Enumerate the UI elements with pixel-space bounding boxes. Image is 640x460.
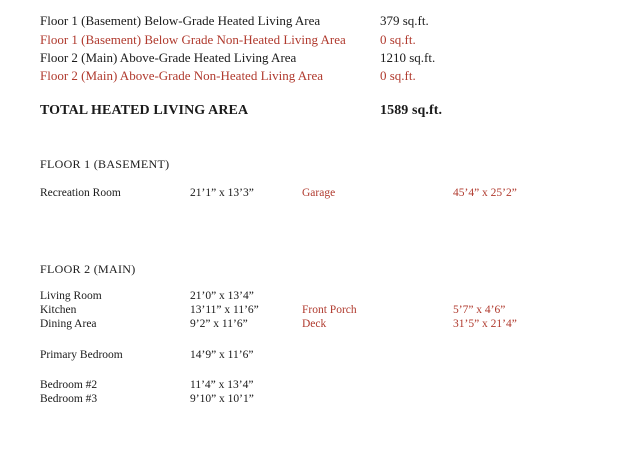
- nonheated-name: Deck: [302, 318, 327, 330]
- total-value: 1589 sq.ft.: [380, 103, 443, 118]
- summary-label-nonheated-main: Floor 2 (Main) Above-Grade Non-Heated Living Area: [40, 68, 324, 83]
- room-size: 9’2” x 11’6”: [190, 318, 248, 330]
- summary-value-nonheated-main: 0 sq.ft.: [380, 68, 416, 83]
- nonheated-name: Front Porch: [302, 304, 357, 316]
- room-size: 21’1” x 13’3”: [190, 187, 254, 199]
- summary-value-nonheated-basement: 0 sq.ft.: [380, 32, 416, 47]
- room-size: 9’10” x 10’1”: [190, 393, 254, 405]
- room-size: 14’9” x 11’6”: [190, 349, 254, 361]
- room-size: 11’4” x 13’4”: [190, 379, 254, 391]
- floor1-heading: FLOOR 1 (BASEMENT): [40, 157, 170, 171]
- nonheated-size: 5’7” x 4’6”: [453, 304, 506, 316]
- room-name: Bedroom #2: [40, 379, 98, 391]
- room-name: Primary Bedroom: [40, 349, 123, 361]
- summary-label-heated-main: Floor 2 (Main) Above-Grade Heated Living Area: [40, 50, 297, 65]
- nonheated-size: 45’4” x 25’2”: [453, 187, 517, 199]
- room-size: 21’0” x 13’4”: [190, 290, 254, 302]
- summary-label-nonheated-basement: Floor 1 (Basement) Below Grade Non-Heated Living Area: [40, 32, 346, 47]
- room-name: Kitchen: [40, 304, 77, 316]
- floor2-heading: FLOOR 2 (MAIN): [40, 262, 136, 276]
- room-name: Recreation Room: [40, 187, 121, 199]
- room-size: 13’11” x 11’6”: [190, 304, 259, 316]
- room-name: Living Room: [40, 290, 102, 302]
- nonheated-size: 31’5” x 21’4”: [453, 318, 517, 330]
- total-label: TOTAL HEATED LIVING AREA: [40, 103, 249, 118]
- room-name: Bedroom #3: [40, 393, 98, 405]
- summary-value-heated-main: 1210 sq.ft.: [380, 50, 436, 65]
- summary-value-heated-basement: 379 sq.ft.: [380, 13, 429, 28]
- summary-label-heated-basement: Floor 1 (Basement) Below-Grade Heated Living Area: [40, 13, 321, 28]
- room-name: Dining Area: [40, 318, 97, 330]
- nonheated-name: Garage: [302, 187, 336, 199]
